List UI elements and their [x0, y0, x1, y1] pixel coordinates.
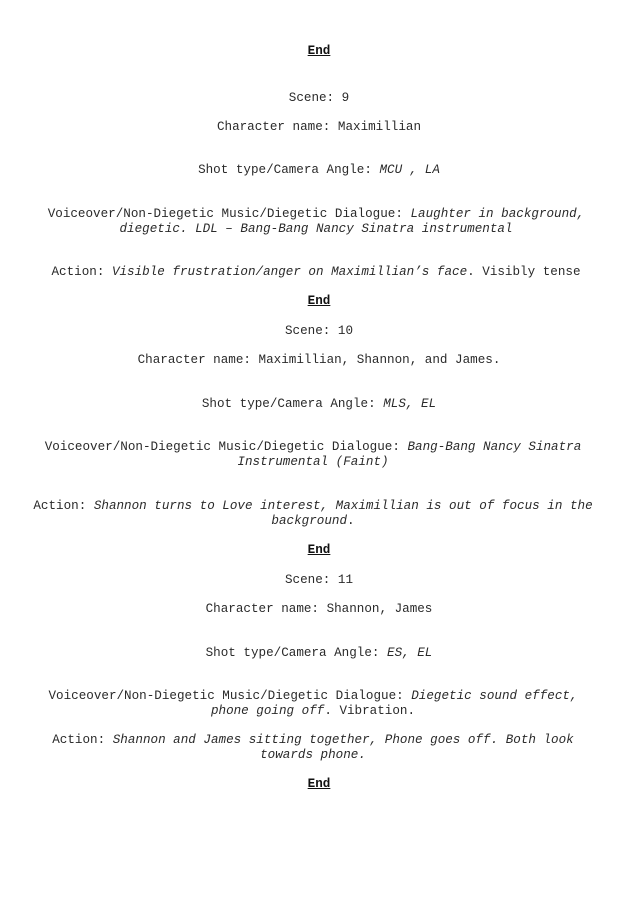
- character-value: Shannon, James: [326, 602, 433, 616]
- shot-value: MCU , LA: [379, 163, 440, 177]
- audio-label: Voiceover/Non-Diegetic Music/Diegetic Dialogue:: [44, 440, 400, 454]
- audio-label: Voiceover/Non-Diegetic Music/Diegetic Dialogue:: [47, 207, 403, 221]
- end-marker: End: [307, 294, 331, 308]
- action-line: [30, 499, 596, 529]
- scene-number: Scene: 10: [284, 324, 354, 338]
- end-marker: End: [307, 777, 331, 791]
- audio-line: [28, 207, 604, 237]
- end-marker: End: [307, 44, 331, 58]
- audio-line: [30, 440, 596, 470]
- shot-value: ES, EL: [387, 646, 433, 660]
- action-label: Action:: [51, 265, 105, 279]
- shot-value: MLS, EL: [383, 397, 437, 411]
- action-label: Action:: [52, 733, 106, 747]
- action-tail: . Visibly tense: [467, 265, 581, 279]
- shot-line: [0, 163, 638, 178]
- character-value: Maximillian: [337, 120, 422, 134]
- character-line: [0, 602, 638, 617]
- character-label: Character name:: [205, 602, 319, 616]
- end-marker: End: [307, 543, 331, 557]
- shot-label: Shot type/Camera Angle:: [205, 646, 380, 660]
- audio-value: Bang-Bang Nancy Sinatra Instrumental (Faint): [237, 440, 582, 469]
- character-label: Character name:: [216, 120, 331, 134]
- audio-value: Diegetic sound effect, phone going off: [210, 689, 578, 718]
- character-value: Maximillian, Shannon, and James.: [258, 353, 501, 367]
- action-value: Visible frustration/anger on Maximillian’s face: [111, 265, 468, 279]
- action-value: Shannon turns to Love interest, Maximillian is out of focus in the background: [93, 499, 593, 528]
- audio-value: Laughter in background, diegetic. LDL – Bang-Bang Nancy Sinatra instrumental: [119, 207, 585, 236]
- shot-label: Shot type/Camera Angle:: [201, 397, 376, 411]
- action-line: [28, 265, 604, 280]
- shot-line: [0, 646, 638, 661]
- character-line: [0, 353, 638, 368]
- action-label: Action:: [33, 499, 87, 513]
- action-value: Shannon and James sitting together, Phone goes off. Both look towards phone.: [112, 733, 574, 762]
- audio-tail: . Vibration.: [324, 704, 416, 718]
- shot-line: [0, 397, 638, 412]
- shot-label: Shot type/Camera Angle:: [198, 163, 372, 177]
- action-line: [40, 733, 586, 763]
- audio-label: Voiceover/Non-Diegetic Music/Diegetic Dialogue:: [48, 689, 404, 703]
- audio-line: [36, 689, 590, 719]
- character-label: Character name:: [137, 353, 251, 367]
- action-tail: .: [347, 514, 355, 528]
- scene-number: Scene: 9: [288, 91, 350, 105]
- character-line: [0, 120, 638, 135]
- scene-number: Scene: 11: [284, 573, 354, 587]
